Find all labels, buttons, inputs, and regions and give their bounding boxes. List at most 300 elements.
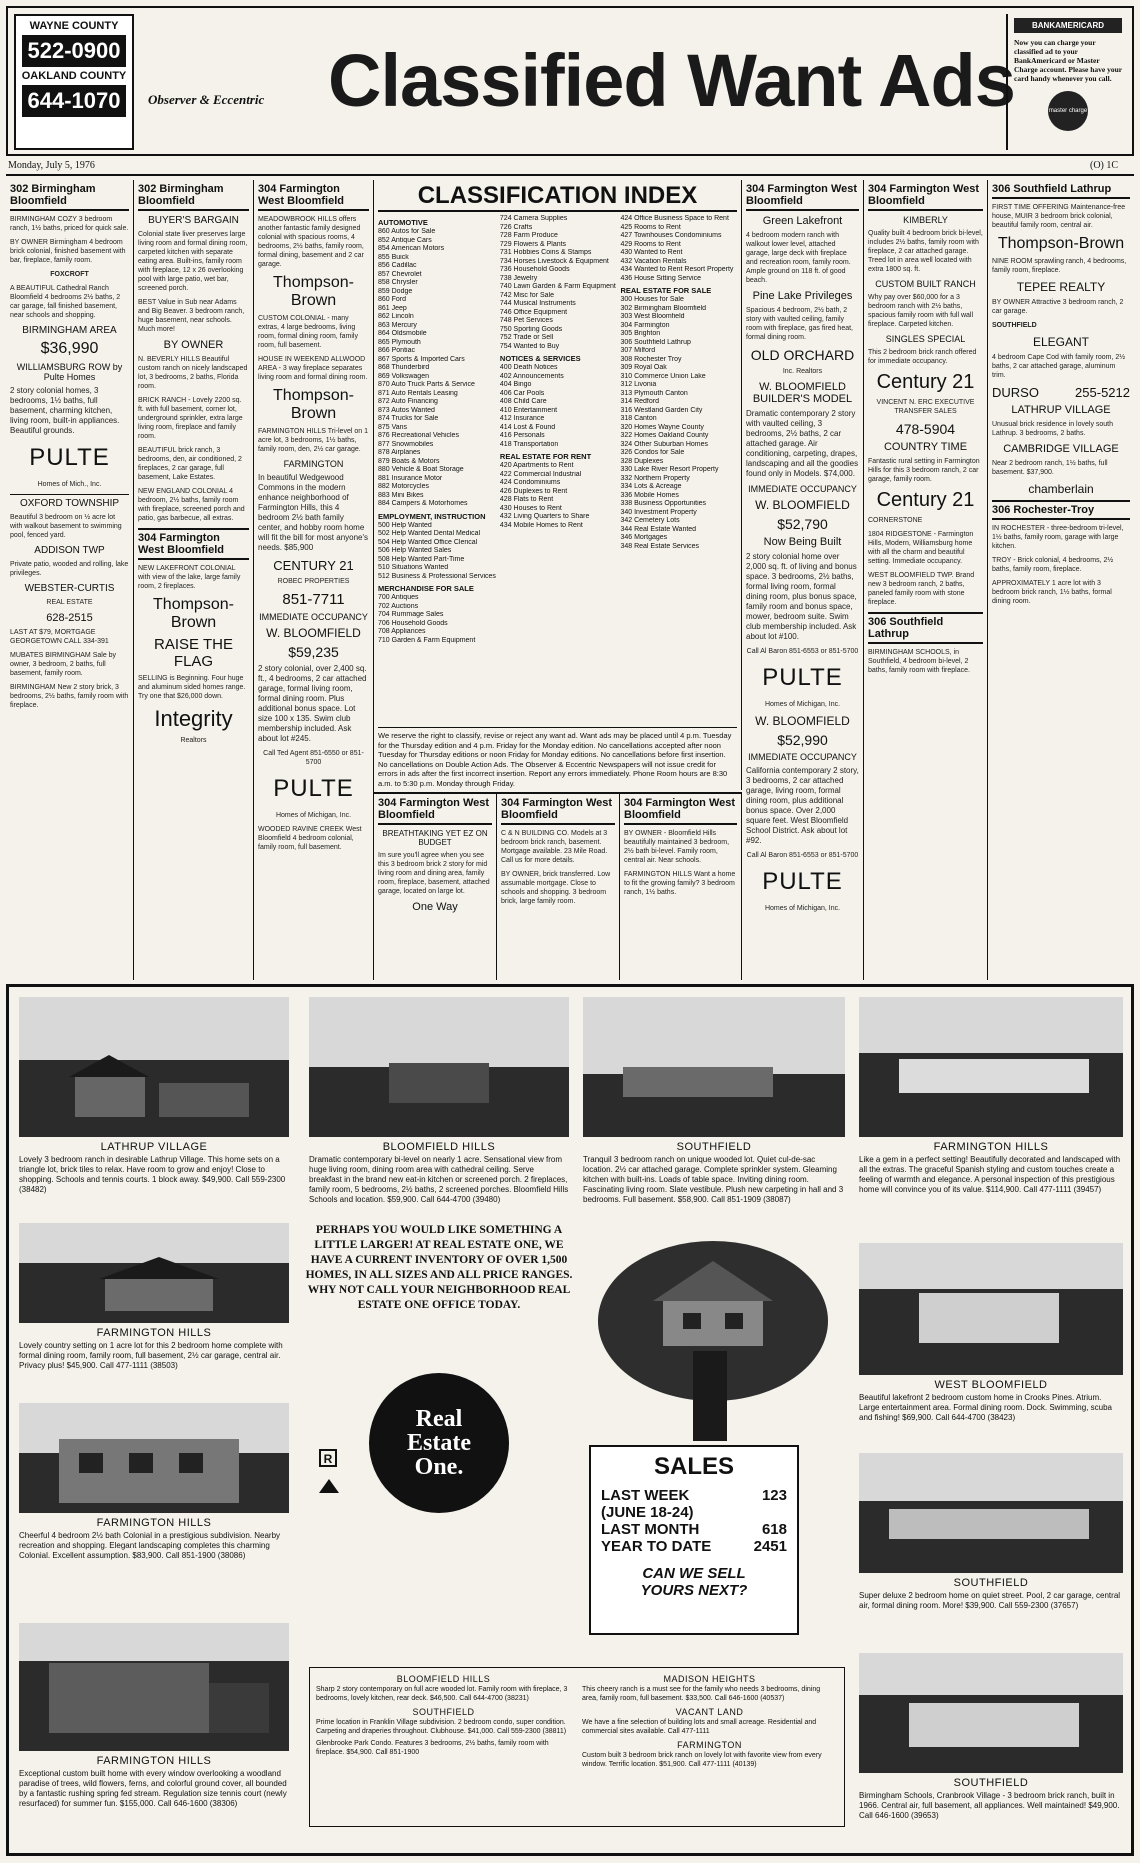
- ad-text: NEW ENGLAND COLONIAL 4 bedroom, 2½ baths, family room with fireplace, screened porch and patio, gas barbecue, all extras.: [138, 488, 245, 522]
- index-item: 736 Household Goods: [499, 266, 570, 273]
- realtors-label: Realtors: [180, 737, 207, 744]
- ad-text: Call Al Baron 851-6553 or 851-5700: [746, 852, 859, 859]
- ad-heading: OXFORD TOWNSHIP: [10, 494, 129, 509]
- column-farmington-3: [864, 180, 988, 980]
- listing-description: Prime location in Franklin Village subdivision. 2 bedroom condo, super condition. Carpeting and draperies throughout. Clubhouse. $41,000. Call 559-2300 (38811): [316, 1719, 567, 1735]
- listing-description: Tranquil 3 bedroom ranch on unique wooded lot. Quiet cul-de-sac location. 2½ car attached garage. Complete sprinkler system. Gleaming kitchen with built-ins. Loads of table space. Inviting dining room. Fascinating living room. Slate vestibule. Plush new carpeting in hall and 3 bedrooms. Full basement. $58,900. Call 851-1909 (38087): [583, 1155, 844, 1204]
- house-photo: [309, 997, 569, 1137]
- sales-box: [589, 1445, 799, 1635]
- index-item: 729 Flowers & Plants: [499, 240, 567, 248]
- ad-text: NEW LAKEFRONT COLONIAL with view of the lake, large family room, 2 fireplaces.: [138, 565, 241, 590]
- index-item: 510 Situations Wanted: [378, 564, 449, 571]
- charge-note: Now you can charge your classified ad to your BankAmericard or Master Charge account. Please have your card handy whenever you call.: [1014, 38, 1122, 83]
- column-heading: 304 Farmington West Bloomfield: [258, 183, 369, 211]
- ad-text: Quality built 4 bedroom brick bi-level, includes 2½ baths, family room with fireplace, 2 car attached garage. Treed lot in area well located with extra 1800 sq. ft.: [868, 230, 983, 273]
- listing-description: Like a gem in a perfect setting! Beautifully decorated and landscaped with all the extras. The graceful Spanish styling and custom touches create a feeling of warmth and elegance. A personal inspection of this prestigious home will convince you of its value. $114,900. Call 477-1111 (39457): [859, 1155, 1121, 1194]
- listing-southfield-2: [859, 1453, 1123, 1643]
- sales-label: LAST MONTH: [601, 1521, 700, 1538]
- index-item: 862 Lincoln: [378, 313, 414, 320]
- realtor-icon: R: [319, 1449, 337, 1467]
- index-title: CLASSIFICATION INDEX: [378, 182, 737, 212]
- ad-subheading: ROBEC PROPERTIES: [277, 578, 350, 585]
- logo-word-2: Estate: [407, 1430, 471, 1456]
- sales-label: LAST WEEK: [601, 1487, 690, 1504]
- promo-text: PERHAPS YOU WOULD LIKE SOMETHING A LITTLE LARGER! AT REAL ESTATE ONE, WE HAVE A CURRENT INVENTORY OF OVER 1,500 HOMES, IN ALL SIZES AND ALL PRICE RANGES. WHY NOT CALL YOUR NEIGHBORHOOD REAL ESTATE ONE OFFICE TODAY.: [305, 1224, 573, 1311]
- pulte-sub: Homes of Michigan, Inc.: [764, 905, 841, 912]
- index-item: 506 Help Wanted Sales: [378, 547, 452, 554]
- ad-heading: W. BLOOMFIELD: [266, 626, 361, 640]
- tepee-realty-logo: TEPEE REALTY: [1016, 280, 1106, 294]
- index-item: 344 Real Estate Wanted: [620, 525, 697, 533]
- listing-title: LATHRUP VILLAGE: [100, 1141, 208, 1153]
- index-list-employment: [378, 522, 496, 582]
- sales-rows: [601, 1487, 787, 1555]
- index-item: 322 Homes Oakland County: [620, 432, 709, 439]
- logo-word-1: Real: [415, 1406, 463, 1432]
- pulte-sub: Homes of Mich., Inc.: [37, 481, 102, 488]
- ad-text: APPROXIMATELY 1 acre lot with 3 bedroom brick ranch, 1½ baths, formal dining room.: [992, 580, 1112, 605]
- index-item: 508 Help Wanted Part-Time: [378, 555, 465, 563]
- index-item: 432 Living Quarters to Share: [499, 513, 590, 520]
- index-item: 328 Duplexes: [620, 457, 664, 465]
- ad-text: FARMINGTON HILLS Tri-level on 1 acre lot, 3 bedrooms, 1½ baths, family room, den, 2½ car garage.: [258, 428, 368, 453]
- ad-text: Private patio, wooded and rolling, lake privileges.: [10, 561, 129, 577]
- ad-heading: BY OWNER: [163, 339, 224, 351]
- index-list-sale: [620, 296, 737, 551]
- phone-box: [14, 14, 134, 150]
- index-section-heading: NOTICES & SERVICES: [499, 354, 581, 363]
- ad-heading: LATHRUP VILLAGE: [1011, 404, 1111, 416]
- ad-text: BIRMINGHAM COZY 3 bedroom ranch, 1½ baths, priced for quick sale.: [10, 216, 129, 232]
- ad-text: Dramatic contemporary 2 story with vaulted ceiling, 3 bedrooms, 2½ baths, 2 car attached garage. Air conditioning, carpeting, drapes, landscaping and all the goodies found only in Models. $74,000.: [746, 409, 859, 478]
- column-heading: 304 Farmington West Bloomfield: [868, 183, 983, 211]
- index-item: 430 Wanted to Rent: [620, 249, 683, 256]
- ad-heading: W. BLOOMFIELD BUILDER'S MODEL: [752, 381, 853, 405]
- index-section-heading: REAL ESTATE FOR SALE: [620, 286, 712, 295]
- ad-text: California contemporary 2 story, 3 bedrooms, 2 car attached garage, living room, formal dining room, plus additional bonus space. Over 2,000 square feet. West Bloomfield School District. Ask about lot #92.: [746, 766, 859, 845]
- ad-text: 2 story colonial homes, 3 bedrooms, 1½ baths, full basement, charming kitchen, living room, built-in appliances. Beautiful grounds.: [10, 386, 120, 435]
- index-item: 430 Houses to Rent: [499, 504, 562, 512]
- ad-text: A BEAUTIFUL Cathedral Ranch Bloomfield 4 bedrooms 2½ baths, 2 car garage, fall finished basement, near schools and shopping.: [10, 285, 121, 319]
- index-item: 304 Farmington: [620, 321, 670, 329]
- column-heading: 302 Birmingham Bloomfield: [138, 183, 249, 211]
- listing-southfield-3: [859, 1653, 1123, 1849]
- index-item: 336 Mobile Homes: [620, 491, 679, 499]
- sales-row: [601, 1538, 787, 1555]
- listing-description: Sharp 2 story contemporary on full acre wooded lot. Family room with fireplace, 3 bedrooms, lovely kitchen, rear deck. $46,500. Call 644-4700 (38231): [316, 1686, 568, 1702]
- ad-text: SELLING is Beginning. Four huge and aluminum sided homes range. Try one that $26,000 down.: [138, 675, 246, 700]
- column-farmington-1: [254, 180, 374, 980]
- index-item: 883 Mini Bikes: [378, 491, 424, 499]
- index-item: 858 Chrysler: [378, 279, 418, 286]
- bankamericard-logo: BANKAMERICARD: [1014, 18, 1122, 33]
- index-list-merchandise: [378, 594, 496, 645]
- house-photo: [859, 997, 1123, 1137]
- listing-description: Lovely 3 bedroom ranch in desirable Lathrup Village. This home sets on a triangle lot, brick tiles to relax. Have room to grow and enjoy! Close to shopping. Schools and tennis courts. 1 block away. $49,900. Call 559-2300 (38482): [19, 1155, 286, 1194]
- column-heading: 304 Farmington West Bloomfield: [138, 528, 249, 560]
- house-photo: [19, 1223, 289, 1323]
- ad-text: Colonial state liver preserves large living room and formal dining room, carpeted kitchen with separate eating area. Built-ins, family room with fireplace, 12 x 26 overlooking pool with large patio, wet bar, screened porch.: [138, 231, 248, 292]
- thompson-brown-logo: Thompson-Brown: [273, 387, 354, 422]
- treehouse-illustration: [583, 1231, 845, 1441]
- ad-text: 4 bedroom modern ranch with walkout lower level, attached garage, large deck with fireplace and recreation room, family room. Ample ground on 118 ft. of good beach.: [746, 232, 851, 284]
- column-heading: 304 Farmington West Bloomfield: [624, 797, 737, 825]
- index-item: 434 Mobile Homes to Rent: [499, 521, 583, 529]
- ad-text: Fantastic rural setting in Farmington Hills for this 3 bedroom ranch, 2 car garage, family room.: [868, 458, 980, 483]
- ad-text: BRICK RANCH - Lovely 2200 sq. ft. with full basement, corner lot, underground sprinkler, extra large living room, fireplace and family room.: [138, 397, 243, 440]
- column-birmingham-2: [134, 180, 254, 980]
- ad-text: Im sure you'll agree when you see this 3 bedroom brick 2 story for mid living room and dining area, family room, fireplace, basement, attached garage, located on large lot.: [378, 852, 490, 895]
- durso-logo: DURSO: [992, 385, 1039, 400]
- ad-price: $52,790: [777, 516, 828, 532]
- ad-text: Near 2 bedroom ranch, 1½ baths, full basement. $37,900.: [992, 460, 1108, 476]
- index-item: 420 Apartments to Rent: [499, 462, 574, 469]
- pulte-logo: PULTE: [762, 664, 843, 691]
- ad-text: 4 bedroom Cape Cod with family room, 2½ baths, 2 car attached garage, aluminum trim.: [992, 354, 1126, 379]
- column-heading: 304 Farmington West Bloomfield: [378, 797, 492, 825]
- index-item: 434 Wanted to Rent Resort Property: [620, 266, 734, 273]
- sales-label: YEAR TO DATE: [601, 1538, 712, 1555]
- ad-text: BY OWNER Attractive 3 bedroom ranch, 2 car garage.: [992, 299, 1124, 315]
- listing-west-bloomfield: [859, 1243, 1123, 1443]
- index-item: 312 Livonia: [620, 381, 657, 388]
- ad-text: LAST AT $79, MORTGAGE GEORGETOWN CALL 334-391: [10, 629, 109, 645]
- ad-price: $52,990: [777, 732, 828, 748]
- listing-title: WEST BLOOMFIELD: [934, 1379, 1048, 1391]
- thompson-brown-logo: Thompson-Brown: [273, 274, 354, 309]
- listing-title: SOUTHFIELD: [412, 1707, 475, 1717]
- index-section-heading: EMPLOYMENT, INSTRUCTION: [378, 511, 486, 521]
- index-item: 306 Southfield Lathrup: [620, 338, 691, 346]
- oakland-county-label: OAKLAND COUNTY: [21, 70, 127, 82]
- index-item: 428 Flats to Rent: [499, 496, 554, 503]
- index-item: 746 Office Equipment: [499, 308, 568, 316]
- index-item: 863 Mercury: [378, 321, 417, 329]
- ad-text: HOUSE IN WEEKEND ALLWOOD AREA - 3 way fireplace separates living room and formal dining room.: [258, 356, 368, 381]
- index-item: 879 Boats & Motors: [378, 457, 440, 465]
- index-item: 874 Trucks for Sale: [378, 415, 439, 422]
- column-heading: 304 Farmington West Bloomfield: [746, 183, 859, 211]
- index-item: 310 Commerce Union Lake: [620, 372, 706, 380]
- ad-heading: ADDISON TWP: [34, 545, 105, 556]
- index-item: 877 Snowmobiles: [378, 440, 434, 448]
- index-item: 432 Vacation Rentals: [620, 257, 687, 265]
- index-item: 728 Farm Produce: [499, 232, 558, 239]
- ad-text: TROY - Brick colonial, 4 bedrooms, 2½ baths, family room, fireplace.: [992, 557, 1114, 573]
- index-item: 869 Volkswagen: [378, 372, 429, 380]
- index-item: 425 Rooms to Rent: [620, 223, 681, 231]
- century21-logo: Century 21: [876, 489, 975, 511]
- ad-price: $59,235: [288, 644, 339, 660]
- listing-title: MADISON HEIGHTS: [663, 1674, 756, 1684]
- ad-subheading: WILLIAMSBURG ROW by Pulte Homes: [16, 362, 123, 382]
- sales-value: 2451: [753, 1538, 787, 1555]
- sales-value: 618: [761, 1521, 787, 1538]
- column-heading: 304 Farmington West Bloomfield: [501, 797, 615, 825]
- index-item: 342 Cemetery Lots: [620, 517, 680, 524]
- house-photo: [19, 997, 289, 1137]
- listing-description: Beautiful lakefront 2 bedroom custom home in Crooks Pines. Atrium. Large entertainment area. Formal dining room. Dock. Swimming, scuba and fishing! $69,900. Call 644-4700 (38423): [859, 1393, 1112, 1422]
- house-photo: [583, 997, 845, 1137]
- ad-heading: Pine Lake Privileges: [752, 290, 853, 302]
- index-item: 404 Bingo: [499, 381, 532, 388]
- header-rule: [6, 174, 1134, 176]
- index-item: 854 American Motors: [378, 245, 445, 252]
- ad-heading: KIMBERLY: [903, 215, 948, 225]
- listing-farmington-hills-r: [859, 997, 1123, 1233]
- more-listings-right: [582, 1674, 837, 1769]
- column-heading: 306 Rochester-Troy: [992, 500, 1130, 520]
- index-item: 314 Redford: [620, 398, 659, 405]
- index-item: 856 Cadillac: [378, 262, 417, 269]
- ad-heading: IMMEDIATE OCCUPANCY: [259, 612, 368, 622]
- index-item: 309 Royal Oak: [620, 364, 667, 371]
- ad-text: CUSTOM COLONIAL - many extras, 4 large bedrooms, living room, formal dining room, family room, full basement.: [258, 315, 358, 349]
- ad-text: C & N BUILDING CO. Models at 3 bedroom brick ranch, basement. Mortgage available. 23 Mile Road. Call us for more details.: [501, 830, 608, 864]
- listing-farmington-2: [19, 1403, 289, 1613]
- listing-lathrup: [19, 997, 289, 1215]
- index-list-rent: [500, 462, 617, 530]
- index-section-heading: MERCHANDISE FOR SALE: [378, 584, 474, 593]
- classification-index: [374, 180, 742, 790]
- ad-text: FARMINGTON HILLS Want a home to fit the growing family? 3 bedroom ranch, 1½ baths.: [624, 871, 736, 896]
- index-section-heading: AUTOMOTIVE: [378, 218, 428, 227]
- ad-text: Unusual brick residence in lovely south Lathrup. 3 bedrooms, 2 baths.: [992, 421, 1114, 437]
- index-item: 750 Sporting Goods: [499, 325, 563, 333]
- index-item: 859 Dodge: [378, 287, 413, 295]
- sales-label: (JUNE 18-24): [601, 1504, 694, 1521]
- column-heading: 306 Southfield Lathrup: [868, 612, 983, 644]
- index-item: 866 Pontiac: [378, 347, 415, 354]
- index-item: 426 Duplexes to Rent: [499, 487, 568, 495]
- index-item: 752 Trade or Sell: [499, 334, 554, 341]
- ad-heading: CAMBRIDGE VILLAGE: [1003, 443, 1119, 455]
- index-item: 731 Hobbies Coins & Stamps: [499, 249, 592, 256]
- ad-heading: IMMEDIATE OCCUPANCY: [748, 484, 857, 494]
- index-list-merchandise-2: [500, 215, 617, 351]
- ad-price: $36,990: [40, 340, 99, 357]
- index-item: 708 Appliances: [378, 628, 426, 635]
- index-item: 406 Car Pools: [499, 389, 545, 397]
- equal-housing-icon: [319, 1479, 339, 1493]
- ad-heading: W. BLOOMFIELD: [755, 714, 850, 728]
- index-item: 504 Help Wanted Office Clerical: [378, 538, 478, 546]
- sales-question-2: YOURS NEXT?: [640, 1582, 748, 1599]
- ad-text: BIRMINGHAM SCHOOLS, in Southfield, 4 bedroom bi-level, 2 baths, family room with fireplace.: [868, 649, 970, 674]
- index-item: 502 Help Wanted Dental Medical: [378, 530, 481, 537]
- index-item: 880 Vehicle & Boat Storage: [378, 466, 464, 473]
- sales-title: SALES: [653, 1453, 734, 1480]
- index-item: 436 House Sitting Service: [620, 274, 701, 282]
- section-number: (O) 1C: [1090, 160, 1119, 171]
- index-item: 429 Rooms to Rent: [620, 240, 681, 248]
- ad-heading: BIRMINGHAM AREA: [22, 325, 117, 336]
- index-item: 710 Garden & Farm Equipment: [378, 636, 476, 644]
- listing-southfield-1: [583, 997, 845, 1215]
- index-item: 738 Jewelry: [499, 274, 538, 282]
- listing-description: Birmingham Schools, Cranbrook Village - 3 bedroom brick ranch, built in 1966. Central air, full basement, all appliances. Well maintained! $49,900. Call 646-1600 (39653): [859, 1791, 1120, 1820]
- more-listings-box: [309, 1667, 845, 1827]
- logo-word-3: One.: [414, 1454, 464, 1480]
- index-item: 410 Entertainment: [499, 406, 558, 414]
- listing-description: Cheerful 4 bedroom 2½ bath Colonial in a prestigious subdivision. Nearby recreation and shopping. Elegant landscaping completes this charming Colonial. Excellent assumption. $83,900. Call 851-1900 (38086): [19, 1531, 281, 1560]
- sales-value: 123: [761, 1487, 787, 1504]
- ad-heading: ELEGANT: [1032, 335, 1089, 349]
- index-item: 313 Plymouth Canton: [620, 389, 688, 397]
- column-birmingham-1: [6, 180, 134, 980]
- ad-subheading: CORNERSTONE: [868, 517, 923, 524]
- index-item: 326 Condos for Sale: [620, 449, 685, 456]
- ad-text: Why pay over $60,000 for a 3 bedroom ranch with 2½ baths, spacious family room with full wall fireplace. Carpeted kitchen.: [868, 294, 974, 328]
- listing-description: This cheery ranch is a must see for the family who needs 3 bedrooms, dining area, family room, full basement. $33,500. Call 646-1600 (40537): [582, 1686, 821, 1702]
- index-item: 744 Musical Instruments: [499, 300, 576, 307]
- index-item: 871 Auto Rentals Leasing: [378, 389, 458, 397]
- pulte-logo: PULTE: [762, 868, 843, 895]
- index-item: 882 Motorcycles: [378, 483, 429, 490]
- ad-heading: BREATHTAKING YET EZ ON BUDGET: [382, 829, 488, 847]
- index-item: 852 Antique Cars: [378, 236, 432, 244]
- ad-text: MUBATES BIRMINGHAM Sale by owner, 3 bedroom, 2 baths, full basement, family room.: [10, 652, 117, 677]
- index-item: 305 Brighton: [620, 330, 661, 337]
- ad-heading: BUYER'S BARGAIN: [148, 215, 239, 226]
- ad-heading: COUNTRY TIME: [883, 441, 968, 453]
- thompson-brown-logo: Thompson-Brown: [153, 596, 234, 631]
- ad-text: BY OWNER - Bloomfield Hills beautifully maintained 3 bedroom, 2½ bath bi-level. Family room, central air. Near schools.: [624, 830, 730, 864]
- house-photo: [19, 1403, 289, 1513]
- index-item: 340 Investment Property: [620, 508, 697, 516]
- index-item: 754 Wanted to Buy: [499, 342, 560, 350]
- index-item: 740 Lawn Garden & Farm Equipment: [499, 283, 616, 290]
- ad-heading: W. BLOOMFIELD: [755, 498, 850, 512]
- listing-title: FARMINGTON HILLS: [96, 1517, 212, 1529]
- ad-heading: Green Lakefront: [762, 215, 843, 227]
- index-item: 873 Autos Wanted: [378, 406, 435, 414]
- ad-text: 2 story colonial home over 2,000 sq. ft. of living and bonus space. 3 bedrooms, 2½ baths, formal living room, formal dining room, plus bonus space, family room and bonus space, mower, bedroom suite. Swim club membership included. Ask about lot #100.: [746, 552, 857, 641]
- index-item: 422 Commercial Industrial: [499, 470, 582, 478]
- pulte-logo: PULTE: [273, 775, 354, 802]
- ad-text: Beautiful 3 bedroom on ½ acre lot with walkout basement to swimming pool, fenced yard.: [10, 514, 122, 539]
- ad-heading: FARMINGTON: [283, 459, 344, 469]
- index-item: 512 Business & Professional Services: [378, 572, 496, 580]
- ad-heading: CUSTOM BUILT RANCH: [875, 279, 976, 289]
- index-list-notices: [500, 364, 617, 449]
- house-photo: [859, 1653, 1123, 1773]
- ad-subheading: Inc. Realtors: [782, 368, 823, 375]
- ad-text: BY OWNER, brick transferred. Low assumable mortgage. Close to schools and shopping. 3 bedroom brick, large family room.: [501, 871, 611, 905]
- listing-description: Dramatic contemporary bi-level on nearly 1 acre. Sensational view from huge living room, dining room area with cathedral ceiling. Serve breakfast in the brand new eat-in kitchen or screened porch. 2 fireplaces, family room, 5 bedrooms, 2½ baths, 2 screened porches. Bloomfield Hills Schools and location. $59,900. Call 644-4700 (39480): [309, 1155, 569, 1204]
- index-item: 300 Houses for Sale: [620, 296, 684, 303]
- ad-text: BEAUTIFUL brick ranch, 3 bedrooms, den, air conditioned, 2 fireplaces, 2 car garage, full basement, Lake Estates.: [138, 447, 242, 481]
- ad-subheading: REAL ESTATE: [46, 599, 93, 606]
- listing-title: SOUTHFIELD: [953, 1777, 1029, 1789]
- index-item: 855 Buick: [378, 253, 409, 261]
- index-item: 742 Misc for Sale: [499, 291, 554, 299]
- index-list-rent-2: [620, 215, 737, 283]
- index-item: 334 Lots & Acreage: [620, 483, 682, 490]
- index-item: 876 Recreational Vehicles: [378, 432, 459, 439]
- index-item: 330 Lake River Resort Property: [620, 466, 719, 473]
- column-heading: 306 Southfield Lathrup: [992, 183, 1130, 199]
- ad-text: FIRST TIME OFFERING Maintenance-free house, MUIR 3 bedroom brick colonial, beautiful family room, central air.: [992, 204, 1126, 229]
- index-item: 418 Transportation: [499, 440, 559, 448]
- sales-row: [601, 1487, 787, 1504]
- index-item: 702 Auctions: [378, 602, 419, 610]
- listing-title: VACANT LAND: [675, 1707, 744, 1717]
- ad-text: In beautiful Wedgewood Commons in the modern enhance neighborhood of Farmington Hills, this 4 bedroom 2½ bath family center, and hobby room home will fit the bill for most anyone's needs. $85,900: [258, 473, 369, 552]
- index-item: 307 Milford: [620, 347, 656, 354]
- ad-text: IN ROCHESTER - three-bedroom tri-level, 1½ baths, family room, garage with large kitchen.: [992, 525, 1124, 550]
- listing-farmington-1: [19, 1223, 289, 1393]
- index-item: 318 Canton: [620, 415, 657, 422]
- index-item: 724 Camera Supplies: [499, 215, 568, 222]
- index-item: 427 Townhouses Condominiums: [620, 232, 722, 239]
- house-photo: [859, 1243, 1123, 1375]
- listing-description: We have a fine selection of building lots and small acreage. Residential and commercial sites available. Call 477-1111: [582, 1719, 817, 1735]
- ad-text: BEST Value in Sub near Adams and Big Beaver. 3 bedroom ranch, huge basement, near schools. Much more!: [138, 299, 245, 333]
- pulte-sub: Homes of Michigan, Inc.: [764, 701, 841, 708]
- ad-subheading: Now Being Built: [763, 536, 842, 548]
- index-item: 408 Child Care: [499, 398, 547, 405]
- ad-text: 1804 RIDGESTONE - Farmington Hills, Modern, Williamsburg home with all the charm and beautiful setting. Immediate occupancy.: [868, 531, 974, 565]
- pulte-sub: Homes of Michigan, Inc.: [275, 812, 352, 819]
- index-col-3: [620, 215, 737, 645]
- index-item: 860 Autos for Sale: [378, 228, 436, 235]
- index-item: 734 Horses Livestock & Equipment: [499, 257, 609, 265]
- index-item: 424 Office Business Space to Rent: [620, 215, 729, 222]
- column-southfield: [988, 180, 1134, 980]
- ad-text: This 2 bedroom brick ranch offered for immediate occupancy.: [868, 349, 977, 365]
- index-item: 308 Rochester Troy: [620, 355, 682, 363]
- index-list-automotive: [378, 228, 496, 509]
- ad-subheading: VINCENT N. ERC EXECUTIVE TRANSFER SALES: [876, 399, 975, 415]
- ad-text: NINE ROOM sprawling ranch, 4 bedrooms, family room, fireplace.: [992, 258, 1127, 274]
- sales-row: [601, 1521, 787, 1538]
- charge-box: [1006, 14, 1128, 150]
- index-item: 860 Ford: [378, 296, 407, 303]
- ad-text: WEST BLOOMFIELD TWP. Brand new 3 bedroom ranch, 2 baths, paneled family room with stone fireplace.: [868, 572, 975, 606]
- index-item: 316 Westland Garden City: [620, 406, 703, 414]
- masthead: [6, 6, 1134, 156]
- index-item: 867 Sports & Imported Cars: [378, 355, 465, 363]
- real-estate-one-ad: [6, 984, 1134, 1856]
- pulte-logo: PULTE: [29, 444, 110, 471]
- ad-heading: IMMEDIATE OCCUPANCY: [748, 752, 857, 762]
- ad-text: Call Ted Agent 851-6550 or 851-5700: [263, 750, 364, 766]
- listing-description: Lovely country setting on 1 acre lot for this 2 bedroom home complete with formal dining room, family room, full basement, 2½ car garage, central air. Privacy plus! $45,900. Call 477-1111 (38503): [19, 1341, 283, 1370]
- index-item: 303 West Bloomfield: [620, 313, 685, 320]
- index-item: 416 Personals: [499, 432, 545, 439]
- ad-text: N. BEVERLY HILLS Beautiful custom ranch on nicely landscaped lot, 3 bedrooms, 2 baths, Florida room.: [138, 356, 248, 390]
- index-item: 348 Real Estate Services: [620, 542, 700, 550]
- index-item: 424 Condominiums: [499, 479, 561, 486]
- column-heading: 302 Birmingham Bloomfield: [10, 183, 129, 211]
- ad-text: Spacious 4 bedroom, 2½ bath, 2 story with vaulted ceiling, family room with fireplace, gas fired heat, formal dining room.: [746, 307, 853, 341]
- index-item: 704 Rummage Sales: [378, 611, 444, 618]
- wayne-phone: 522-0900: [22, 35, 126, 67]
- ad-text: FOXCROFT: [50, 271, 89, 278]
- index-item: 400 Death Notices: [499, 364, 558, 371]
- index-item: 320 Homes Wayne County: [620, 423, 704, 431]
- ad-footer: One Way: [412, 901, 458, 913]
- master-charge-logo: [1048, 91, 1088, 131]
- paper-name: Observer & Eccentric: [148, 92, 265, 107]
- ad-heading: SINGLES SPECIAL: [885, 334, 966, 344]
- index-item: 414 Lost & Found: [499, 423, 556, 431]
- index-item: 878 Airplanes: [378, 449, 421, 456]
- index-item: 412 Insurance: [499, 415, 545, 422]
- sales-question-1: CAN WE SELL: [642, 1565, 746, 1582]
- index-disclaimer: We reserve the right to classify, revise or reject any want ad. Want ads may be placed until 4 p.m. Tuesday for the Thursday edition and 4 p.m. Friday for the Monday edition. No cancellations accepted after noon Tuesday for Thursday editions or noon Friday for Monday editions. No cancellations before first insertion. No cancellations on Double Action Ads. The Observer & Eccentric Newspapers will not issue credit for errors in ads after the first incorrect insertion. Report any errors immediately. Phone Room hours are 8:30 a.m. to 5:30 p.m. Monday through Friday.: [378, 727, 737, 788]
